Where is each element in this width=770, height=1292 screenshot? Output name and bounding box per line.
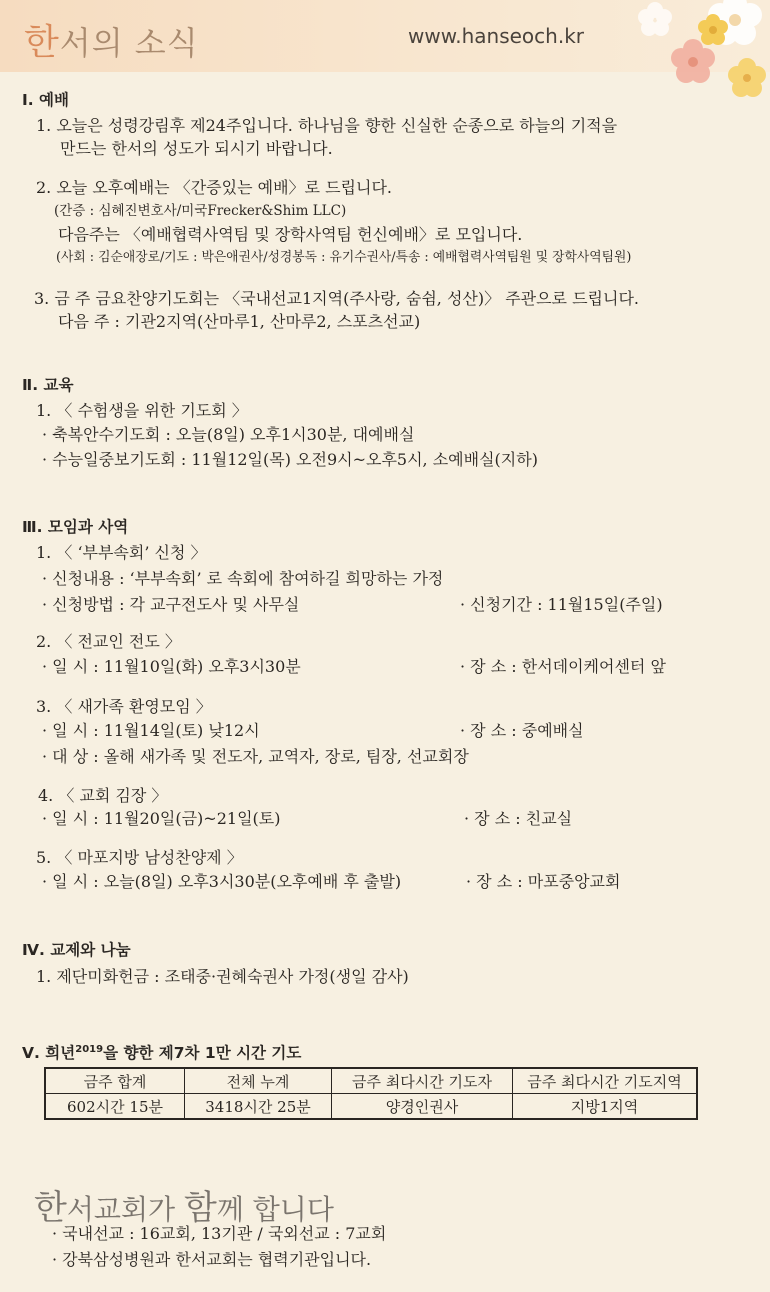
ministry-item-1: 1. 〈 ‘부부속회’ 신청 〉 (36, 543, 207, 562)
newsletter-title (24, 14, 199, 65)
footer-missions: · 국내선교 : 16교회, 13기관 / 국외선교 : 7교회 (52, 1224, 387, 1243)
worship-item-3-next: 다음 주 : 기관2지역(산마루1, 산마루2, 스포츠선교) (58, 312, 421, 331)
next-week-roles: (사회 : 김순애장로/기도 : 박은애권사/성경봉독 : 유기수권사/특송 : 예배협력사역팀원 및 장학사역팀원) (56, 250, 632, 265)
testimony-speaker: (간증 : 심혜진변호사/미국Frecker&Shim LLC) (54, 203, 347, 219)
ministry-item-1-method: · 신청방법 : 각 교구전도사 및 사무실 (42, 595, 300, 614)
worship-item-1-cont: 만드는 한서의 성도가 되시기 바랍니다. (60, 139, 333, 158)
education-detail-1: · 축복안수기도회 : 오늘(8일) 오후1시30분, 대예배실 (42, 425, 415, 444)
ministry-item-4-date: · 일 시 : 11월20일(금)~21일(토) (42, 809, 281, 828)
footer-slogan-part: 서교회가 (66, 1193, 184, 1226)
table-header-cell: 금주 최다시간 기도자 (332, 1068, 513, 1094)
section-worship-title: Ⅰ. 예배 (22, 91, 69, 109)
ministry-item-4: 4. 〈 교회 김장 〉 (38, 786, 168, 805)
prayer-title-post: 을 향한 제7차 1만 시간 기도 (103, 1044, 302, 1063)
ministry-item-2-date: · 일 시 : 11월10일(화) 오후3시30분 (42, 657, 301, 676)
ministry-item-1-content: · 신청내용 : ‘부부속회’ 로 속회에 참여하길 희망하는 가정 (42, 569, 444, 588)
table-header-row (45, 1068, 697, 1094)
ministry-item-5: 5. 〈 마포지방 남성찬양제 〉 (36, 848, 243, 867)
next-week-worship: 다음주는 〈예배협력사역팀 및 장학사역팀 헌신예배〉로 모입니다. (58, 225, 523, 244)
ministry-item-5-date: · 일 시 : 오늘(8일) 오후3시30분(오후예배 후 출발) (42, 872, 402, 891)
section-prayer-title (22, 1040, 301, 1063)
footer-slogan-part: 한 (34, 1188, 67, 1228)
footer-slogan-part: 께 합니다 (216, 1193, 334, 1226)
prayer-title-pre: Ⅴ. 희년 (22, 1044, 76, 1063)
table-cell: 지방1지역 (513, 1094, 698, 1120)
sharing-item-1: 1. 제단미화헌금 : 조태중·권혜숙권사 가정(생일 감사) (36, 967, 409, 986)
ministry-item-3-target: · 대 상 : 올해 새가족 및 전도자, 교역자, 장로, 팀장, 선교회장 (42, 747, 469, 766)
table-cell: 양경인권사 (332, 1094, 513, 1120)
website-link[interactable]: www.hanseoch.kr (408, 24, 584, 48)
prayer-title-year: 2019 (75, 1044, 104, 1055)
education-item-1: 1. 〈 수험생을 위한 기도회 〉 (36, 401, 248, 420)
prayer-hours-table (44, 1067, 698, 1120)
section-fellowship-title: Ⅲ. 모임과 사역 (22, 518, 129, 536)
ministry-item-3-place: · 장 소 : 중예배실 (460, 721, 584, 740)
ministry-item-4-place: · 장 소 : 친교실 (464, 809, 573, 828)
ministry-item-2-place: · 장 소 : 한서데이케어센터 앞 (460, 657, 666, 676)
education-detail-2: · 수능일중보기도회 : 11월12일(목) 오전9시~오후5시, 소예배실(지하) (42, 450, 538, 469)
footer-slogan-part: 함 (183, 1188, 217, 1228)
table-header-cell: 전체 누계 (185, 1068, 332, 1094)
flower-icon (585, 0, 770, 115)
ministry-item-2: 2. 〈 전교인 전도 〉 (36, 632, 181, 651)
newsletter-title-initial: 한 (24, 22, 60, 63)
newsletter-title-rest: 서의 소식 (59, 24, 199, 62)
ministry-item-3-date: · 일 시 : 11월14일(토) 낮12시 (42, 721, 260, 740)
footer-slogan (34, 1180, 334, 1229)
table-header-cell: 금주 최다시간 기도지역 (513, 1068, 698, 1094)
footer-partner: · 강북삼성병원과 한서교회는 협력기관입니다. (52, 1250, 372, 1269)
section-sharing-title: Ⅳ. 교제와 나눔 (22, 941, 131, 959)
table-row (45, 1094, 697, 1120)
section-education-title: Ⅱ. 교육 (22, 376, 74, 394)
worship-item-3: 3. 금 주 금요찬양기도회는 〈국내선교1지역(주사랑, 숨쉼, 성산)〉 주관으로 드립니다. (34, 289, 640, 308)
worship-item-2: 2. 오늘 오후예배는 〈간증있는 예배〉로 드립니다. (36, 178, 392, 197)
table-header-cell: 금주 합계 (45, 1068, 185, 1094)
table-cell: 602시간 15분 (45, 1094, 185, 1120)
worship-item-1: 1. 오늘은 성령강림후 제24주입니다. 하나님을 향한 신실한 순종으로 하늘의 기적을 (36, 116, 618, 135)
ministry-item-5-place: · 장 소 : 마포중앙교회 (466, 872, 621, 891)
table-cell: 3418시간 25분 (185, 1094, 332, 1120)
ministry-item-3: 3. 〈 새가족 환영모임 〉 (36, 697, 212, 716)
ministry-item-1-period: · 신청기간 : 11월15일(주일) (460, 595, 663, 614)
